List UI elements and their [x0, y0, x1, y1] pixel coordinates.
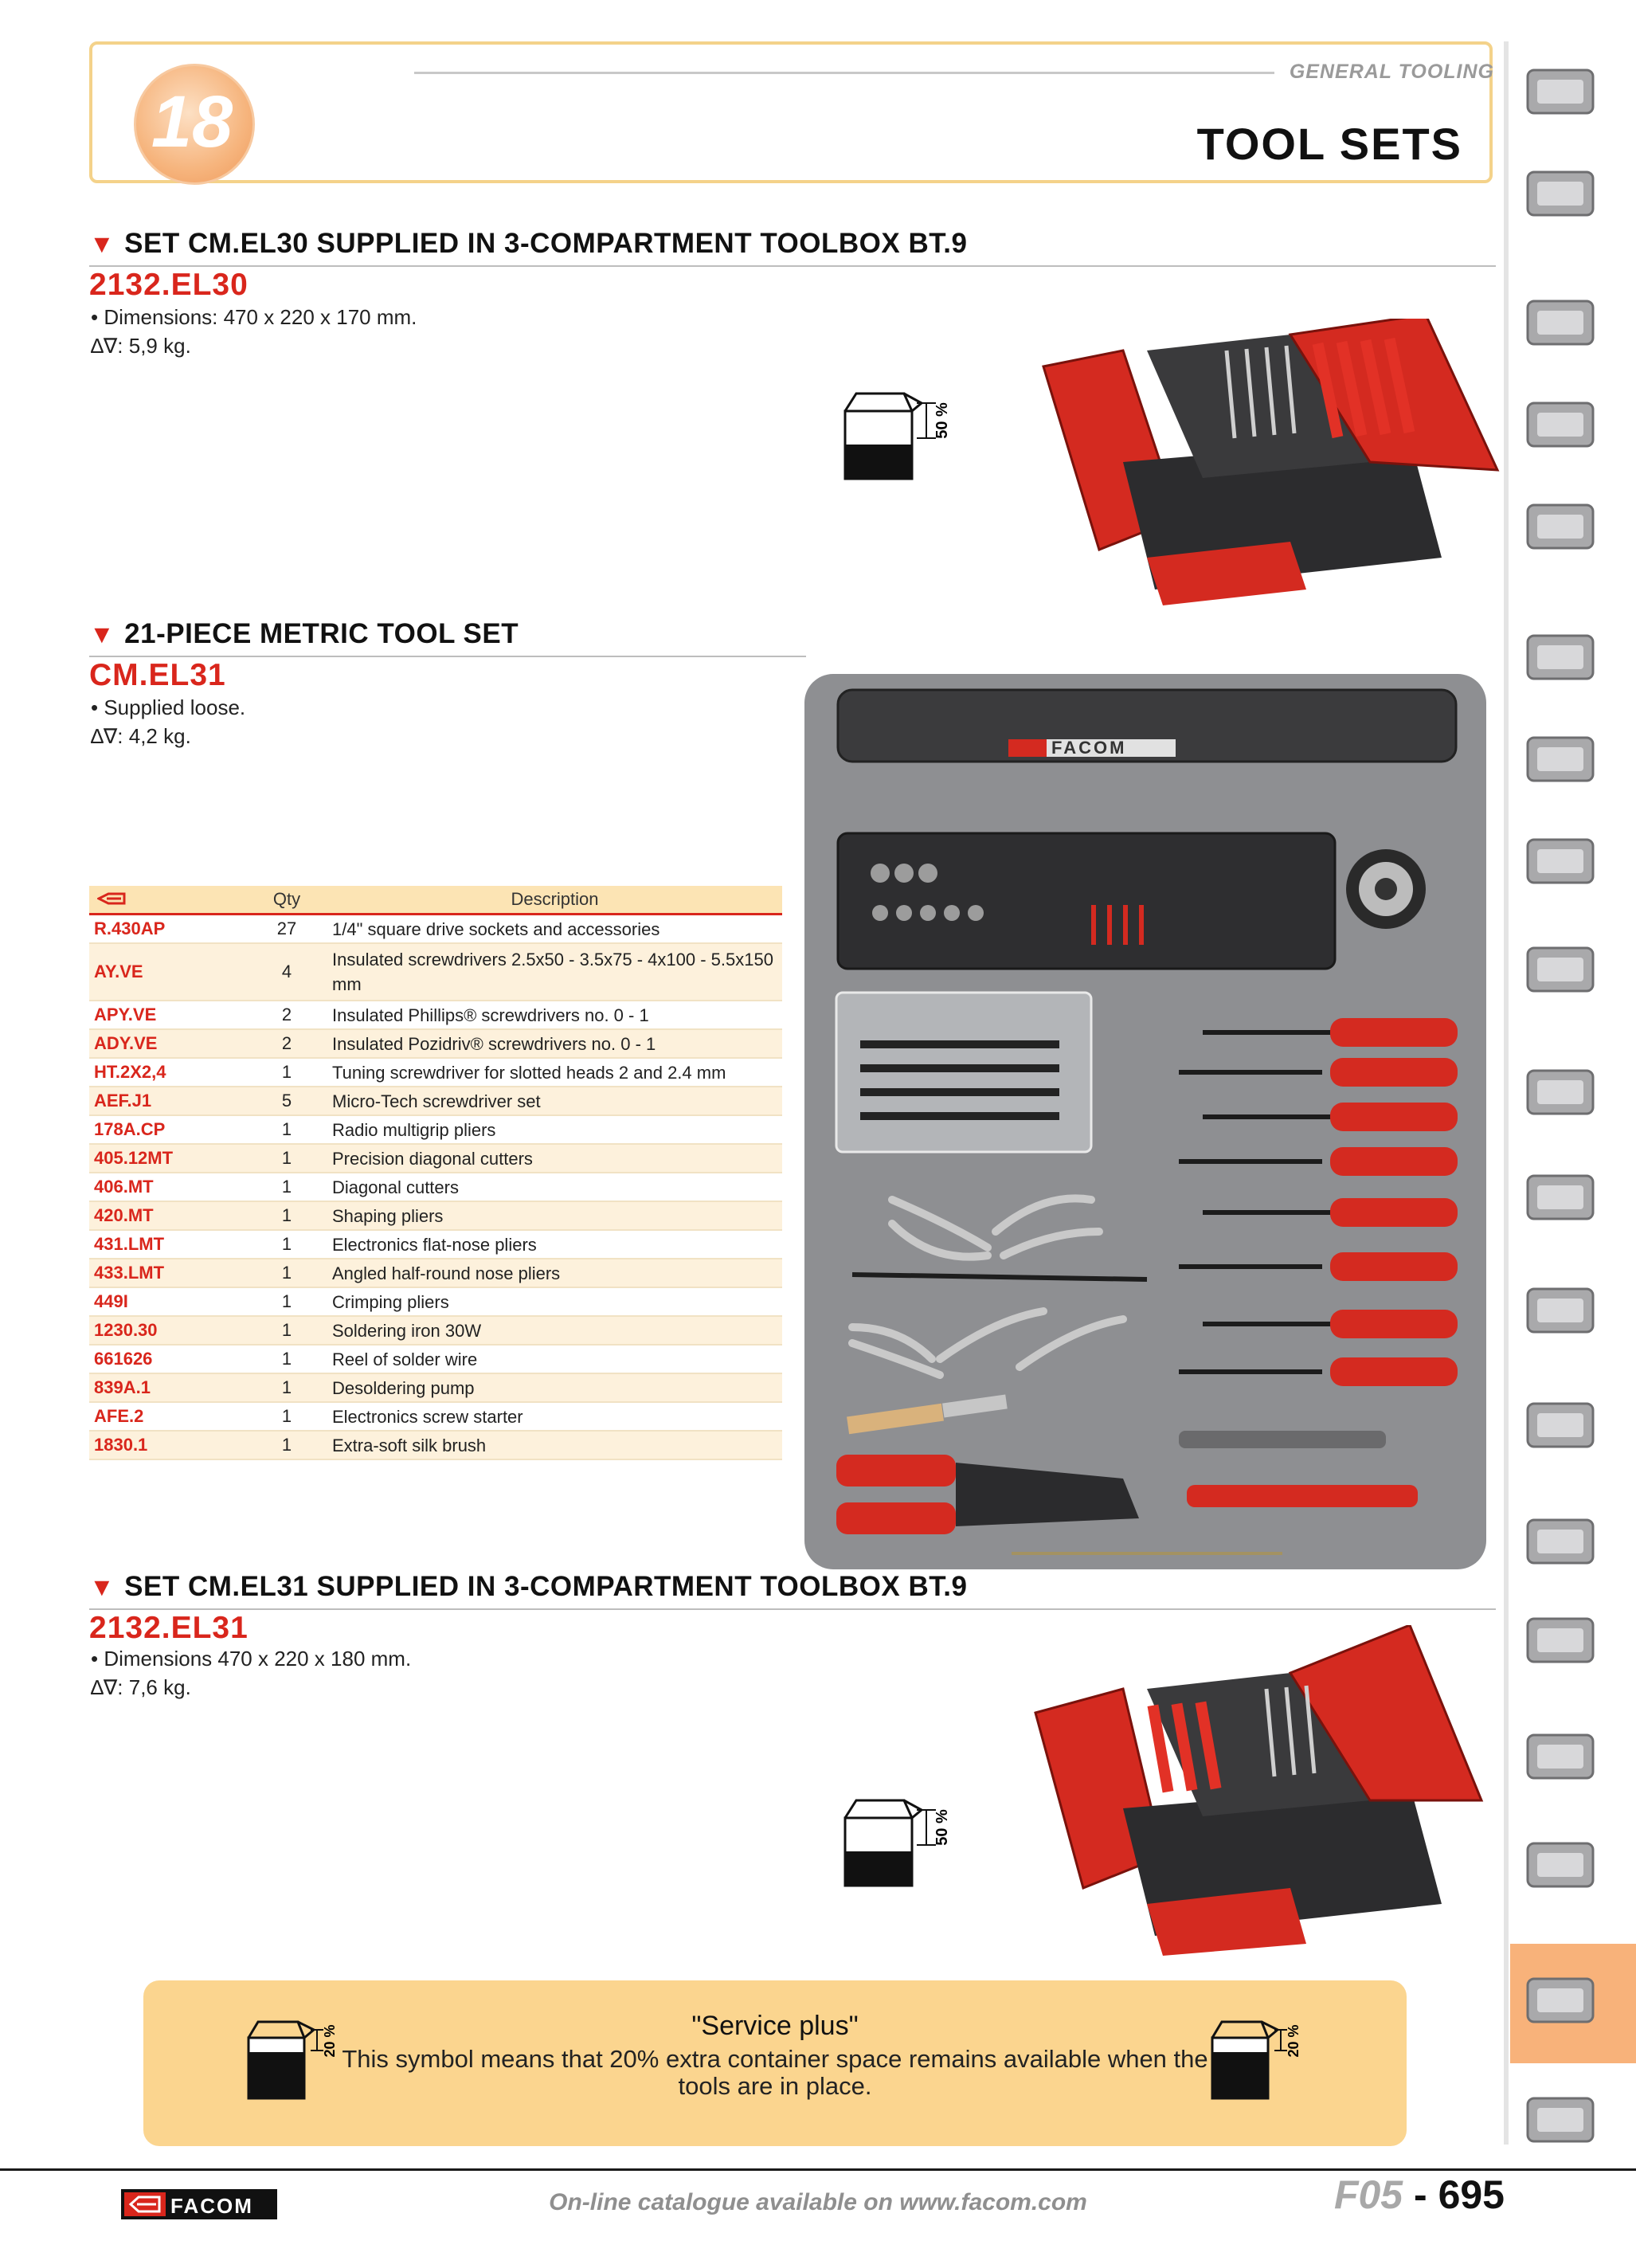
lifting-icon[interactable]: [1510, 1821, 1611, 1909]
description-cell: Crimping pliers: [327, 1287, 782, 1316]
description-cell: Insulated Pozidriv® screwdrivers no. 0 - 1: [327, 1029, 782, 1058]
qty-cell: 4: [246, 943, 327, 1001]
cm-el31-photo: [804, 674, 1486, 1569]
ref-cell[interactable]: 433.LMT: [89, 1259, 246, 1287]
section-label: GENERAL TOOLING: [1289, 61, 1494, 83]
spec-weight: ∆∇: 7,6 kg.: [91, 1675, 191, 1699]
description-cell: 1/4" square drive sockets and accessories: [327, 915, 782, 944]
screwdriver-icon: [1203, 1198, 1458, 1227]
container-space-20-icon: [1207, 2015, 1311, 2103]
screwdriver-icon: [1179, 1357, 1458, 1386]
description-cell: Insulated Phillips® screwdrivers no. 0 - 1: [327, 1001, 782, 1029]
qty-cell: 1: [246, 1230, 327, 1259]
toolbox-el30-photo: [1027, 319, 1505, 621]
triangle-icon: ▼: [89, 620, 115, 648]
qty-cell: 1: [246, 1373, 327, 1402]
tool-set-icon[interactable]: [1510, 1957, 1611, 2044]
screwdriver-icon: [1179, 1058, 1458, 1087]
page-title: TOOL SETS: [1196, 119, 1462, 169]
qty-cell: 1: [246, 1058, 327, 1087]
screwdriver-icon: [1203, 1103, 1458, 1131]
description-cell: Shaping pliers: [327, 1201, 782, 1230]
workbench-icon[interactable]: [1510, 48, 1611, 135]
service-badge-label: 20 %: [1286, 2024, 1301, 2058]
reference-cm-el31[interactable]: CM.EL31: [89, 658, 226, 692]
ref-cell[interactable]: 449I: [89, 1287, 246, 1316]
screwdriver-icon: [1179, 1147, 1458, 1176]
footer-rule: [0, 2168, 1636, 2171]
table-row: [89, 1287, 782, 1316]
section-rule: [89, 1608, 1496, 1610]
ref-cell[interactable]: 1830.1: [89, 1431, 246, 1459]
qty-cell: 1: [246, 1402, 327, 1431]
page-number: [1334, 2172, 1505, 2218]
qty-cell: 1: [246, 1431, 327, 1459]
spec-supplied: • Supplied loose.: [91, 695, 246, 719]
page-number-value: 695: [1438, 2172, 1505, 2217]
chapter-number: 18: [151, 81, 233, 163]
ref-cell[interactable]: 406.MT: [89, 1173, 246, 1201]
header-rule: [414, 72, 1274, 74]
description-cell: Precision diagonal cutters: [327, 1144, 782, 1173]
table-row: [89, 1259, 782, 1287]
qty-column-header: Qty: [246, 886, 327, 915]
service-title: "Service plus": [691, 2011, 859, 2041]
table-row: [89, 915, 782, 944]
ref-cell[interactable]: 661626: [89, 1345, 246, 1373]
description-cell: Angled half-round nose pliers: [327, 1259, 782, 1287]
table-row: [89, 1115, 782, 1144]
ref-cell[interactable]: 405.12MT: [89, 1144, 246, 1173]
toolbox-icon[interactable]: [1510, 381, 1611, 468]
qty-cell: 27: [246, 915, 327, 944]
ref-cell[interactable]: 178A.CP: [89, 1115, 246, 1144]
page-code: F05: [1333, 2172, 1403, 2217]
hammer-icon[interactable]: [1510, 1154, 1611, 1241]
section-heading-el31-box: ▼ SET CM.EL31 SUPPLIED IN 3-COMPARTMENT TOOLBOX BT.9: [89, 1571, 968, 1602]
table-row: [89, 1058, 782, 1087]
service-badge-label: 20 %: [322, 2024, 338, 2058]
table-row: [89, 943, 782, 1001]
tape-measure-icon[interactable]: [1510, 1048, 1611, 1136]
punch-icon[interactable]: [1510, 817, 1611, 905]
spec-dimensions: • Dimensions: 470 x 220 x 170 mm.: [91, 305, 417, 329]
qty-cell: 1: [246, 1144, 327, 1173]
triangle-icon: ▼: [89, 229, 115, 258]
impact-wrench-icon[interactable]: [1510, 1498, 1611, 1585]
section-rule: [89, 656, 806, 657]
table-row: [89, 1316, 782, 1345]
description-cell: Reel of solder wire: [327, 1345, 782, 1373]
qty-cell: 1: [246, 1316, 327, 1345]
screwdriver-icon: [1179, 1252, 1458, 1281]
description-column-header: Description: [327, 886, 782, 915]
space-badge-label: 50 %: [933, 1809, 951, 1846]
table-row: [89, 1144, 782, 1173]
table-row: [89, 1402, 782, 1431]
car-icon[interactable]: [1510, 2076, 1611, 2164]
socket-icon[interactable]: [1510, 613, 1611, 701]
ref-cell[interactable]: AEF.J1: [89, 1087, 246, 1115]
ref-cell[interactable]: 839A.1: [89, 1373, 246, 1402]
container-space-50-icon: [840, 387, 968, 483]
table-row: [89, 1001, 782, 1029]
qty-cell: 1: [246, 1173, 327, 1201]
reference-2132-el31[interactable]: 2132.EL31: [89, 1611, 249, 1645]
ref-cell[interactable]: 1230.30: [89, 1316, 246, 1345]
section-heading-cm-el31: ▼ 21-PIECE METRIC TOOL SET: [89, 618, 519, 649]
pliers-icon[interactable]: [1510, 926, 1611, 1013]
ref-cell[interactable]: 420.MT: [89, 1201, 246, 1230]
screwdriver-icon: [1203, 1310, 1458, 1338]
qty-cell: 1: [246, 1345, 327, 1373]
case-brand-label: FACOM: [1051, 738, 1127, 758]
wrench-icon[interactable]: [1510, 483, 1611, 570]
table-row: [89, 1087, 782, 1115]
qty-cell: 1: [246, 1287, 327, 1316]
description-cell: Extra-soft silk brush: [327, 1431, 782, 1459]
reference-2132-el30[interactable]: 2132.EL30: [89, 268, 249, 302]
table-row: [89, 1345, 782, 1373]
page-separator: -: [1403, 2172, 1438, 2217]
torque-wrench-icon[interactable]: [1510, 1596, 1611, 1684]
ref-cell[interactable]: HT.2X2,4: [89, 1058, 246, 1087]
container-space-50-icon: [840, 1794, 968, 1890]
space-badge-label: 50 %: [933, 402, 951, 439]
description-cell: Soldering iron 30W: [327, 1316, 782, 1345]
online-catalogue-link[interactable]: On-line catalogue available on www.facom.com: [549, 2189, 1087, 2215]
description-cell: Electronics screw starter: [327, 1402, 782, 1431]
puller-icon[interactable]: [1510, 1381, 1611, 1469]
qty-cell: 1: [246, 1201, 327, 1230]
ref-column-header: [89, 886, 246, 915]
hacksaw-icon[interactable]: [1510, 1267, 1611, 1354]
ref-cell[interactable]: AFE.2: [89, 1402, 246, 1431]
table-row: [89, 1029, 782, 1058]
qty-cell: 1: [246, 1115, 327, 1144]
triangle-icon: ▼: [89, 1573, 115, 1601]
qty-cell: 2: [246, 1029, 327, 1058]
ref-cell[interactable]: AY.VE: [89, 943, 246, 1001]
cm-el31-photo-drawing: [804, 674, 1486, 1569]
description-cell: Micro-Tech screwdriver set: [327, 1087, 782, 1115]
aircraft-icon[interactable]: [1510, 1713, 1611, 1800]
table-row: [89, 1431, 782, 1459]
table-row: [89, 1201, 782, 1230]
section-rule: [89, 265, 1496, 267]
workshop-bench-icon[interactable]: [1510, 279, 1611, 366]
qty-cell: 1: [246, 1259, 327, 1287]
service-text: This symbol means that 20% extra container space remains available when the tools are in place.: [342, 2045, 1208, 2100]
toolbox-el31-photo: [1027, 1625, 1505, 1960]
description-cell: Insulated screwdrivers 2.5x50 - 3.5x75 - 4x100 - 5.5x150 mm: [327, 943, 782, 1001]
section-heading-el30: ▼ SET CM.EL30 SUPPLIED IN 3-COMPARTMENT TOOLBOX BT.9: [89, 228, 968, 259]
qty-cell: 5: [246, 1087, 327, 1115]
description-cell: Radio multigrip pliers: [327, 1115, 782, 1144]
description-cell: Diagonal cutters: [327, 1173, 782, 1201]
description-cell: Desoldering pump: [327, 1373, 782, 1402]
spec-dimensions: • Dimensions 470 x 220 x 180 mm.: [91, 1647, 412, 1671]
spec-weight: ∆∇: 5,9 kg.: [91, 334, 191, 358]
ref-cell[interactable]: APY.VE: [89, 1001, 246, 1029]
facom-ref-icon: [97, 892, 126, 905]
screwdriver-icon: [1203, 1018, 1458, 1047]
ref-cell[interactable]: R.430AP: [89, 915, 246, 944]
spec-weight: ∆∇: 4,2 kg.: [91, 724, 191, 748]
ref-cell[interactable]: 431.LMT: [89, 1230, 246, 1259]
tool-set-table: [89, 886, 782, 1460]
ref-cell[interactable]: ADY.VE: [89, 1029, 246, 1058]
table-row: [89, 1173, 782, 1201]
table-row: [89, 1373, 782, 1402]
description-cell: Tuning screwdriver for slotted heads 2 and 2.4 mm: [327, 1058, 782, 1087]
table-row: [89, 1230, 782, 1259]
tool-trolley-icon[interactable]: [1510, 150, 1611, 237]
description-cell: Electronics flat-nose pliers: [327, 1230, 782, 1259]
sidebar-rule: [1504, 41, 1509, 2145]
qty-cell: 2: [246, 1001, 327, 1029]
footer-brand: FACOM: [170, 2194, 253, 2218]
screwdriver-icon[interactable]: [1510, 715, 1611, 803]
